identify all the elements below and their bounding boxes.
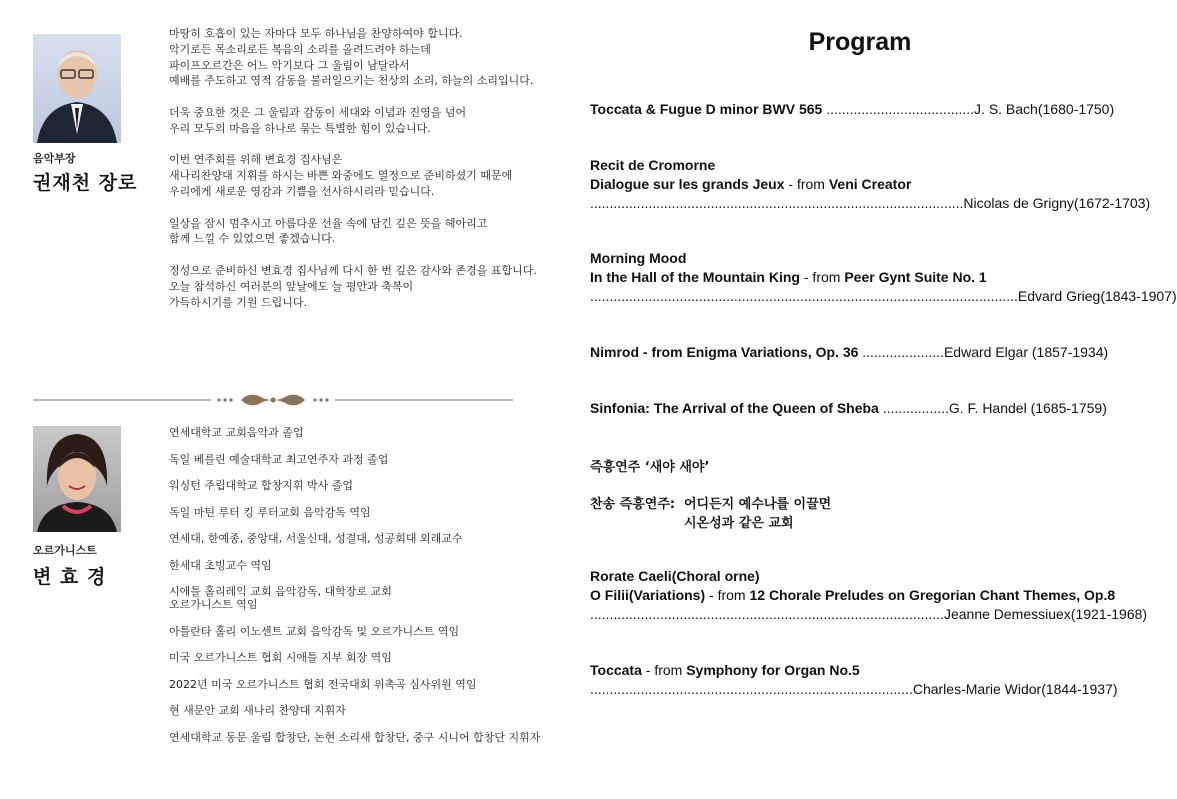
program-line [590, 399, 1110, 418]
greeting-paragraph: 마땅히 호흡이 있는 자마다 모두 하나님을 찬양하여야 합니다. 악기로든 목소리로든 복음의 소리를 올려드려야 하는데 파이프오르간은 어느 악기보다 그 울림이 남달라서 예배를 주도하고 영적 감동을 불러일으키는 천상의 소리, 하늘의 소리입니다. [169, 27, 534, 88]
program-line [590, 343, 1110, 362]
hymn-line-1: 어디든지 예수나를 이끌면 [684, 497, 832, 512]
program-piece-text: Veni Creator [828, 176, 912, 192]
career-item: 아틀란타 홀리 이노센트 교회 음악감독 및 오르가니스트 역임 [169, 624, 460, 638]
program-line [590, 287, 1177, 306]
program-detail-text: ................................................................................................Nicolas de Grigny(1672-1703) [590, 195, 1151, 211]
career-item: 현 새문안 교회 새나리 찬양대 지휘자 [169, 704, 346, 717]
program-item [590, 343, 1110, 362]
program-line [590, 567, 1110, 586]
program-detail-text: .................G. F. Handel (1685-1759) [878, 400, 1107, 416]
elder-photo [33, 34, 121, 143]
program-piece-text: Peer Gynt Suite No. 1 [844, 269, 987, 285]
program-line [590, 100, 1115, 119]
program-line [590, 586, 1116, 605]
career-item: 독일 마틴 루터 킹 루터교회 음악감독 역임 [169, 505, 371, 519]
hymn-improv-label: 찬송 즉흥연주: [590, 497, 676, 512]
program-piece-text: O Filii(Variations) [590, 587, 706, 603]
improvisation-title: 즉흥연주 ‘새야 새야’ [590, 460, 710, 475]
hymn-line-2: 시온성과 같은 교회 [684, 516, 794, 531]
program-piece-text: Sinfonia: The Arrival of the Queen of Sheba [590, 400, 879, 416]
program-piece-text: In the Hall of the Mountain King [590, 269, 800, 285]
program-item [590, 567, 1148, 624]
program-item [590, 249, 1177, 306]
program-detail-text: - from [799, 269, 845, 285]
program-title: Program [808, 28, 912, 56]
program-detail-text: ...................................................................................Charles-Marie Widor(1844-1937) [590, 681, 1118, 697]
program-detail-text: ...........................................................................................Jeanne Demessiuex(1921-1968) [590, 606, 1148, 622]
program-item [590, 156, 1151, 213]
program-line [590, 194, 1151, 213]
program-line [590, 156, 1110, 175]
greeting-paragraph: 더욱 중요한 것은 그 울림과 감동이 세대와 이념과 진영을 넘어 우리 모두의 마음을 하나로 묶는 특별한 힘이 있습니다. [169, 105, 467, 135]
program-detail-text: - from [705, 587, 750, 603]
greeting-message [169, 26, 559, 326]
program-detail-text: .....................Edward Elgar (1857-1934) [858, 344, 1109, 360]
program-line [590, 268, 1110, 287]
organist-role: 오르가니스트 [33, 544, 97, 557]
program-piece-text: Symphony for Organ No.5 [686, 662, 860, 678]
program-piece-text: Morning Mood [590, 250, 687, 266]
career-item: 한세대 초빙교수 역임 [169, 558, 272, 572]
career-item: 2022년 미국 오르가니스트 협회 전국대회 위촉곡 심사위원 역임 [169, 677, 477, 691]
program-piece-text: Toccata [590, 662, 642, 678]
program-piece-text: Dialogue sur les grands Jeux [590, 176, 785, 192]
program-line [590, 175, 1110, 194]
program-item [590, 100, 1115, 119]
program-detail-text: ..............................................................................................................Edvard Grieg(1843-1907) [590, 288, 1177, 304]
career-item: 미국 오르가니스트 협회 시애틀 지부 회장 역임 [169, 651, 392, 664]
career-item: 연세대, 한예종, 중앙대, 서울신대, 성결대, 성공회대 외래교수 [169, 532, 463, 545]
organist-career-list [169, 426, 569, 744]
organist-photo [33, 426, 121, 532]
career-item: 워싱턴 주립대학교 합창지휘 박사 졸업 [169, 479, 354, 492]
program-piece-text: 12 Chorale Preludes on Gregorian Chant Themes, Op.8 [749, 587, 1116, 603]
career-item: 시애틀 홀리레익 교회 음악감독, 대학장로 교회 오르가니스트 역임 [169, 585, 392, 611]
program-piece-text: Recit de Cromorne [590, 157, 716, 173]
greeting-paragraph: 정성으로 준비하신 변효경 집사님께 다시 한 번 깊은 감사와 존경을 표합니다. 오늘 참석하신 여러분의 앞날에도 늘 평안과 축복이 가득하시기를 기원 드립니다. [169, 263, 537, 309]
program-line [590, 249, 1110, 268]
program-detail-text: - from [641, 662, 687, 678]
program-item [590, 661, 1118, 699]
elder-role: 음악부장 [33, 152, 76, 165]
program-piece-text: Rorate Caeli(Choral orne) [590, 568, 760, 584]
program-piece-text: Toccata & Fugue D minor BWV 565 [590, 101, 823, 117]
program-item [590, 399, 1110, 418]
program-detail-text: ......................................J. S. Bach(1680-1750) [822, 101, 1115, 117]
organist-name: 변 효 경 [33, 566, 107, 588]
greeting-paragraph: 이번 연주회를 위해 변효경 집사님은 새나리찬양대 지휘를 하시는 바쁜 와중에도 열정으로 준비하셨기 때문에 우리에게 새로운 영감과 기쁨을 선사하시리라 믿습니다. [169, 153, 513, 198]
program-detail-text: - from [784, 176, 829, 192]
career-item: 연세대학교 교회음악과 졸업 [169, 426, 304, 439]
greeting-paragraph: 일상을 잠시 멈추시고 아름다운 선율 속에 담긴 깊은 뜻을 헤아리고 함께 느낄 수 있었으면 좋겠습니다. [169, 216, 488, 246]
career-item: 독일 베를린 예술대학교 최고연주자 과정 졸업 [169, 452, 389, 466]
program-line [590, 605, 1148, 624]
program-line [590, 661, 1110, 680]
program-line [590, 680, 1118, 699]
elder-name: 권재천 장로 [33, 172, 138, 194]
program-piece-text: Nimrod - from Enigma Variations, Op. 36 [590, 344, 859, 360]
ornament-divider [33, 390, 513, 410]
career-item: 연세대학교 동문 울림 합창단, 논현 소리새 합창단, 중구 시니어 합창단 지휘자 [169, 730, 541, 744]
